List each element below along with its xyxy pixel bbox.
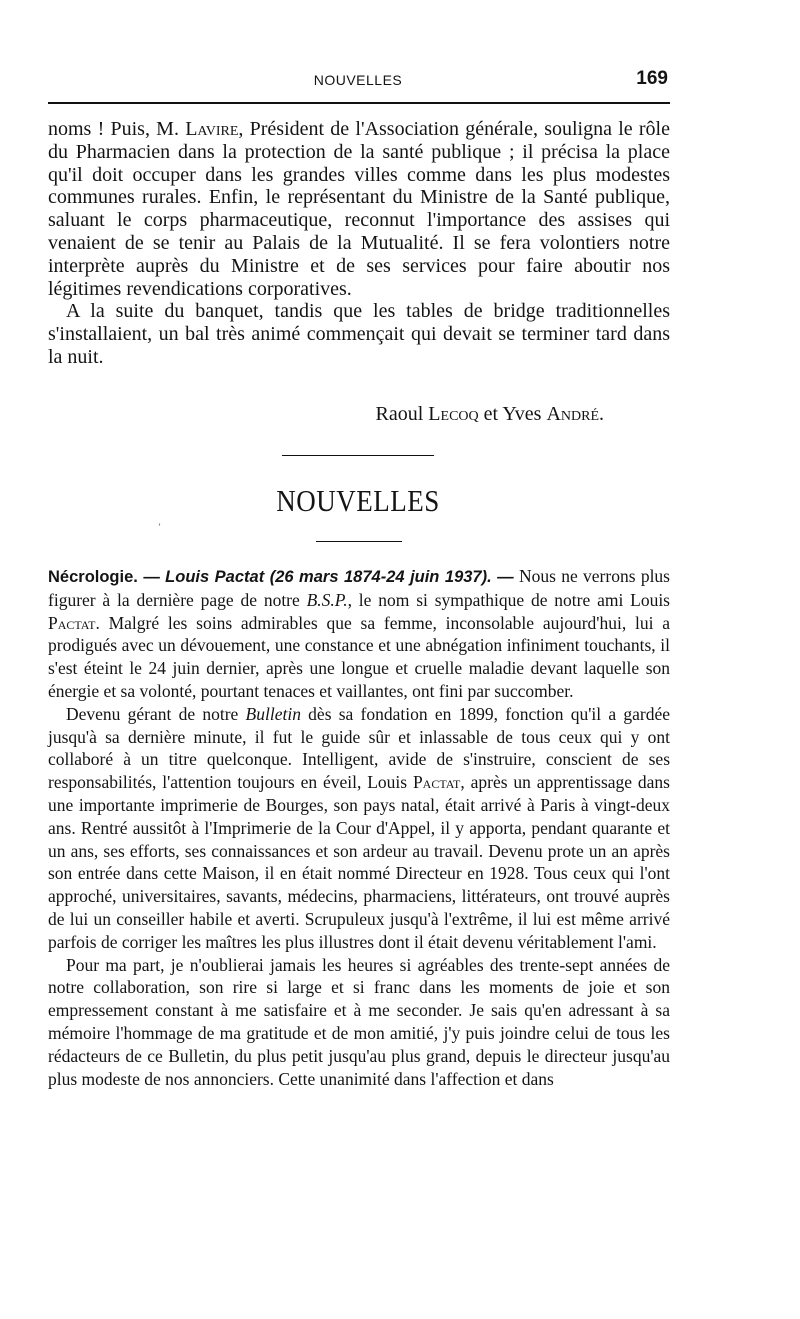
- paragraph: Devenu gérant de notre Bulletin dès sa fondation en 1899, fonction qu'il a gardée jusqu'à sa dernière minute, il fut le guide sûr et inlassable de tous ceux qui y ont collaboré à un titre quelconque. Intelligent, avide de s'instruire, conscient de ses responsabilités, l'attention toujours en éveil, Louis Pactat, après un apprentissage dans une importante imprimerie de Bourges, son pays natal, était arrivé à Paris à vingt-deux ans. Rentré aussitôt à l'Imprimerie de la Cour d'Appel, il y apporta, pendant quarante et un ans, ses efforts, ses connaissances et son ardeur au travail. Devenu prote un an après son entrée dans cette Maison, il en était nommé Directeur en 1928. Tous ceux qui l'ont approché, universitaires, savants, médecins, pharmaciens, littérateurs, ont trouvé auprès de lui un conseiller habile et averti. Scrupuleux jusqu'à l'extrême, il lui est même arrivé parfois de corriger les maîtres les plus illustres dont il était devenu véritablement l'ami.: [48, 703, 670, 952]
- paragraph: noms ! Puis, M. Lavire, Président de l'Association générale, souligna le rôle du Pharmacien dans la protection de la santé publique ; il précisa la place qu'il doit occuper dans les grandes villes comme dans les plus modestes communes rurales. Enfin, le représentant du Ministre de la Santé publique, saluant le corps pharmaceutique, reconnut l'importance des assises qui venaient de se tenir au Palais de la Mutualité. Il se fera volontiers notre interprète auprès du Ministre et de ses services pour faire aboutir nos légitimes revendications corporatives.: [48, 118, 670, 300]
- print-speck: ʼ: [158, 522, 161, 532]
- paragraph: Nécrologie. — Louis Pactat (26 mars 1874-24 juin 1937). — Nous ne verrons plus figurer à la dernière page de notre B.S.P., le nom si sympathique de notre ami Louis Pactat. Malgré les soins admirables que sa femme, inconsolable aujourd'hui, lui a prodigués avec un dévouement, une constance et une abnégation infiniment touchants, il s'est éteint le 24 juin dernier, après une longue et cruelle maladie devant laquelle son énergie et sa volonté, pourtant tenaces et vaillantes, ont fini par succomber.: [48, 566, 670, 701]
- header-rule: [48, 102, 670, 104]
- paragraph: Pour ma part, je n'oublierai jamais les heures si agréables des trente-sept années de notre collaboration, son rire si large et si franc dans les moments de joie et son empressement constant à me satisfaire et à me seconder. Je sais qu'en adressant à sa mémoire l'hommage de ma gratitude et de mon amitié, j'y puis joindre celui de tous les rédacteurs de ce Bulletin, du plus petit jusqu'au plus grand, depuis le directeur jusqu'au plus modeste de nos annonciers. Cette unanimité dans l'affection et dans: [48, 954, 670, 1089]
- section-divider-top: [282, 455, 434, 456]
- article-title: Louis Pactat (26 mars 1874-24 juin 1937). —: [165, 568, 514, 586]
- rubric-label: Nécrologie. —: [48, 568, 160, 586]
- section-title: NOUVELLES: [276, 484, 440, 518]
- running-head: [48, 68, 668, 94]
- continued-text: [48, 118, 670, 369]
- signature: Raoul Lecoq et Yves André.: [375, 403, 604, 425]
- section-divider-bottom: [316, 541, 402, 542]
- running-title: NOUVELLES: [313, 72, 403, 88]
- paragraph: A la suite du banquet, tandis que les tables de bridge traditionnelles s'installaient, un bal très animé commençait qui devait se terminer tard dans la nuit.: [48, 300, 670, 368]
- author-name: Lavire: [185, 118, 239, 140]
- obituary-article: [48, 565, 670, 1090]
- page-number: 169: [636, 68, 668, 89]
